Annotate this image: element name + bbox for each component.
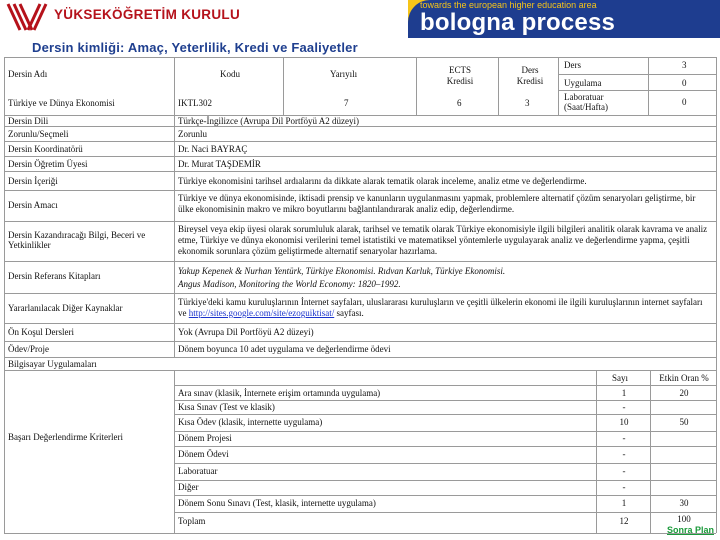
org-name: YÜKSEKÖĞRETİM KURULU [54, 7, 241, 22]
yok-logo [6, 2, 52, 32]
assessment-item-count: 1 [621, 498, 627, 508]
resources-text: Türkiye'deki kamu kuruluşlarının İnternet sayfaları, uluslararası kuruluşların ve çeşitli ülkelerin ekonomi ile ilgili kuruluşlarının internet sayfaları ve [178, 297, 703, 318]
skills-label: Dersin Kazandıracağı Bilgi, Beceri ve Yetkinlikler [8, 230, 146, 250]
col-course-name: Dersin Adı [8, 69, 48, 79]
project-label: Ödev/Proje [8, 344, 49, 354]
course-semester: 7 [344, 98, 349, 108]
assessment-item-count: 1 [621, 388, 627, 398]
assessment-item-count: 10 [619, 417, 629, 427]
bologna-tagline: towards the european higher education area [420, 0, 597, 10]
assessment-item-weight: 30 [679, 498, 689, 508]
computer-label: Bilgisayar Uygulamaları [8, 359, 97, 369]
hours-lecture-label: Ders [564, 60, 581, 70]
assessment-item-name: Kısa Sınav (Test ve klasik) [178, 402, 275, 412]
col-code: Kodu [220, 69, 240, 79]
next-plan-link[interactable]: Sonra Plan [666, 525, 714, 535]
assessment-item-name: Laboratuar [178, 466, 218, 476]
coordinator-value: Dr. Naci BAYRAÇ [178, 144, 248, 154]
hours-lab-value: 0 [682, 97, 687, 107]
instructor-label: Dersin Öğretim Üyesi [8, 159, 88, 169]
assessment-item-count: - [622, 449, 626, 459]
assessment-total-count: 12 [619, 516, 629, 526]
content-label: Dersin İçeriği [8, 176, 58, 186]
references-line-2: Angus Madison, Monitoring the World Economy: 1820–1992. [178, 279, 401, 289]
hours-lab-label: Laboratuar (Saat/Hafta) [564, 92, 608, 112]
language-value: Türkçe-İngilizce (Avrupa Dil Portföyü A2 düzeyi) [178, 116, 360, 126]
course-code: IKTL302 [178, 98, 212, 108]
col-ects: ECTS Kredisi [446, 65, 474, 86]
assessment-item-name: Dönem Ödevi [178, 449, 229, 459]
prereq-value: Yok (Avrupa Dil Portföyü A2 düzeyi) [178, 327, 314, 337]
course-name: Türkiye ve Dünya Ekonomisi [8, 98, 115, 108]
assessment-item-count: - [622, 402, 626, 412]
assessment-total-label: Toplam [178, 516, 206, 526]
col-semester: Yarıyılı [330, 69, 358, 79]
references-label: Dersin Referans Kitapları [8, 271, 101, 281]
assessment-item-count: - [622, 466, 626, 476]
prereq-label: Ön Koşul Dersleri [8, 327, 74, 337]
assessment-item-name: Kısa Ödev (klasik, internette uygulama) [178, 417, 323, 427]
assessment-item-weight: 50 [679, 417, 689, 427]
project-value: Dönem boyunca 10 adet uygulama ve değerlendirme ödevi [178, 344, 391, 354]
aim-label: Dersin Amacı [8, 200, 58, 210]
bologna-banner [408, 0, 720, 38]
type-label: Zorunlu/Seçmeli [8, 129, 69, 139]
content-value: Türkiye ekonomisini tarihsel ardıalarını da dikkate alarak tematik olarak inceleme, analiz etme ve değerlendirme. [178, 176, 587, 186]
assessment-item-name: Dönem Projesi [178, 433, 232, 443]
page-title: Dersin kimliği: Amaç, Yeterlilik, Kredi ve Faaliyetler [32, 40, 358, 55]
skills-value: Bireysel veya ekip üyesi olarak sorumluluk alarak, tarihsel ve tematik olarak Türkiye ekonomisiyle ilgili bilgileri analitik olarak kavrama ve analiz etme, Türkiye ve dünya ekonomisi verilerini temel istatistiki ve matematiksel yöntemlerle uygulayarak analiz ve değerlendirme yapma, çeşitli ekonomik sorunlara çözüm geliştirmede alternatif senaryolar hazırlama. [178, 224, 708, 256]
assessment-item-weight: 20 [679, 388, 689, 398]
hours-practice-value: 0 [682, 78, 687, 88]
coordinator-label: Dersin Koordinatörü [8, 144, 83, 154]
assessment-item-name: Dönem Sonu Sınavı (Test, klasik, internette uygulama) [178, 498, 376, 508]
course-credit: 3 [525, 98, 530, 108]
bologna-title: bologna process [420, 9, 616, 36]
hours-lecture-value: 3 [682, 60, 687, 70]
hours-practice-label: Uygulama [564, 78, 602, 88]
resources-label: Yararlanılacak Diğer Kaynaklar [8, 303, 123, 313]
resources-link[interactable]: http://sites.google.com/site/ezoguiktisat/ [188, 308, 335, 318]
assessment-item-name: Ara sınav (klasik, İnternete erişim ortamında uygulama) [178, 388, 381, 398]
col-credit: Ders Kredisi [516, 65, 544, 86]
assessment-col-count: Sayı [612, 373, 629, 383]
assessment-label: Başarı Değerlendirme Kriterleri [8, 432, 123, 442]
assessment-item-count: - [622, 482, 626, 492]
assessment-item-name: Diğer [178, 482, 199, 492]
assessment-item-count: - [622, 433, 626, 443]
course-ects: 6 [457, 98, 462, 108]
aim-value: Türkiye ve dünya ekonomisinde, iktisadi prensip ve kanunların uygulanmasını yapmak, problemlere alternatif çözüm senaryoları geliştirme, bir ülke ekonomisinin makro ve mikro boyutlarını bağlantılandırarak analiz edip, değerlendirme. [178, 193, 696, 214]
resources-text-end: sayfası. [334, 308, 364, 318]
instructor-value: Dr. Murat TAŞDEMİR [178, 159, 261, 169]
resources-value [178, 297, 708, 319]
assessment-total-weight: 100 [677, 514, 691, 524]
references-line-1: Yakup Kepenek & Nurhan Yentürk, Türkiye Ekonomisi. Rıdvan Karluk, Türkiye Ekonomisi. [178, 266, 506, 276]
assessment-col-weight: Etkin Oran % [659, 373, 709, 383]
type-value: Zorunlu [178, 129, 207, 139]
language-label: Dersin Dili [8, 116, 49, 126]
